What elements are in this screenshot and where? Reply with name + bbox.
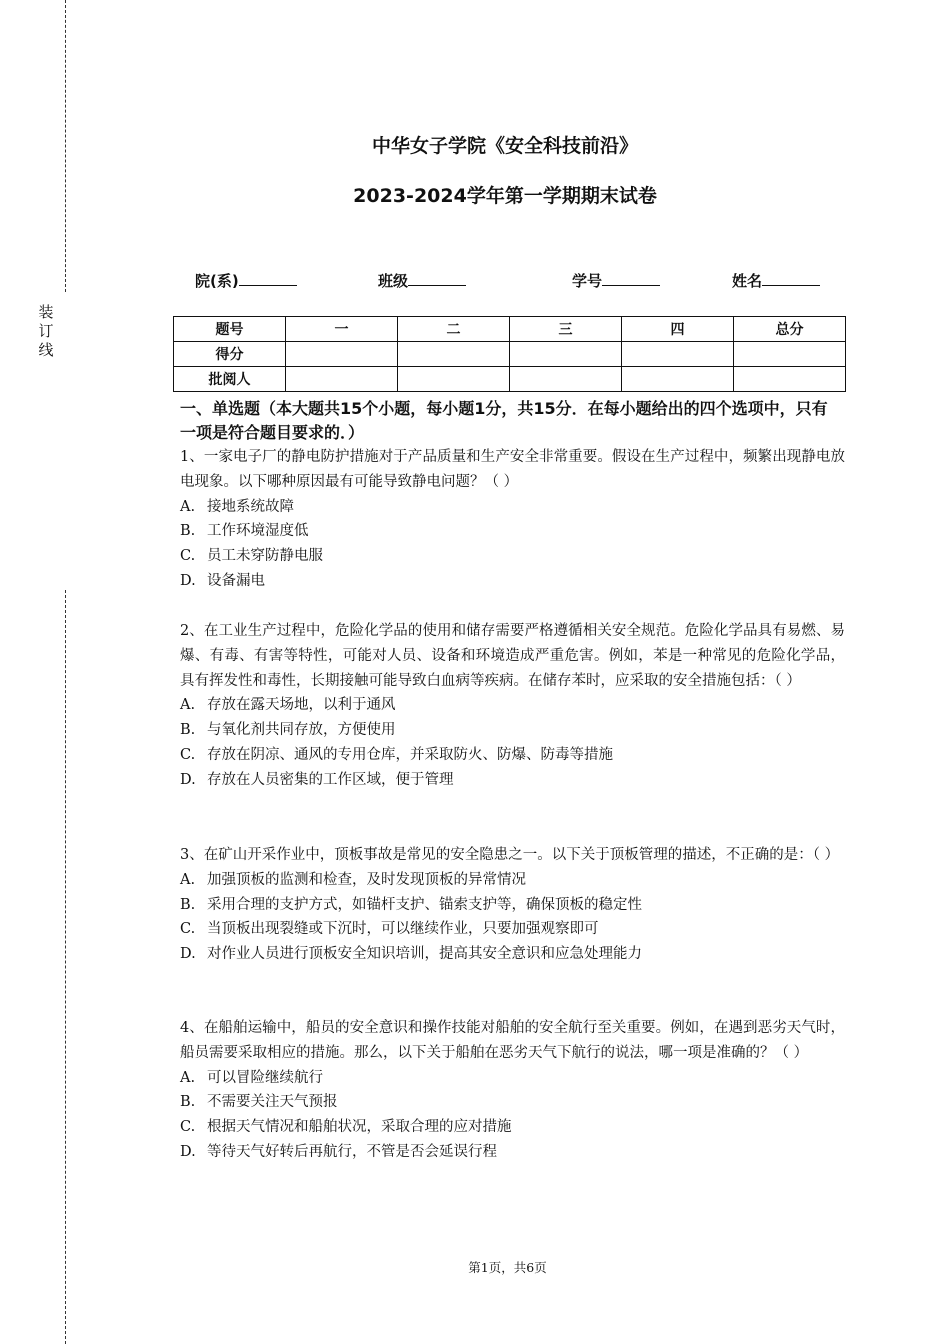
binding-char: 线 xyxy=(38,341,54,359)
option-b[interactable] xyxy=(180,519,845,544)
option-d[interactable] xyxy=(180,768,845,793)
option-text: 存放在阴凉、通风的专用仓库，并采取防火、防爆、防毒等措施 xyxy=(207,746,613,763)
score-table-row xyxy=(174,342,846,367)
field-department xyxy=(195,270,297,291)
score-cell xyxy=(510,342,622,367)
option-a[interactable] xyxy=(180,1066,845,1091)
score-cell xyxy=(622,367,734,392)
option-text: 与氧化剂共同存放，方便使用 xyxy=(207,722,396,739)
option-b[interactable] xyxy=(180,1090,845,1115)
option-a[interactable] xyxy=(180,868,845,893)
option-c[interactable] xyxy=(180,917,845,942)
option-text: 接地系统故障 xyxy=(207,498,294,515)
option-letter: B. xyxy=(180,896,196,913)
option-text: 可以冒险继续航行 xyxy=(207,1069,323,1086)
field-blank[interactable] xyxy=(408,271,466,286)
question-stem: 3、在矿山开采作业中，顶板事故是常见的安全隐患之一。以下关于顶板管理的描述，不正确的是：（ ） xyxy=(180,847,840,863)
field-blank[interactable] xyxy=(762,271,820,286)
score-cell xyxy=(286,367,398,392)
option-text: 不需要关注天气预报 xyxy=(207,1094,338,1111)
score-cell xyxy=(734,342,846,367)
score-cell xyxy=(286,342,398,367)
page-number: 第1页，共6页 xyxy=(468,1260,547,1275)
option-letter: A. xyxy=(180,1069,196,1086)
score-cell xyxy=(510,367,622,392)
option-a[interactable] xyxy=(180,495,845,520)
field-blank[interactable] xyxy=(602,271,660,286)
question-3 xyxy=(180,843,845,967)
score-header-cell: 一 xyxy=(286,317,398,342)
exam-title: 中华女子学院《安全科技前沿》 xyxy=(371,135,638,157)
score-cell xyxy=(622,342,734,367)
field-blank[interactable] xyxy=(239,271,297,286)
question-4 xyxy=(180,1016,845,1165)
option-letter: A. xyxy=(180,498,196,515)
option-letter: C. xyxy=(180,746,196,763)
option-text: 工作环境湿度低 xyxy=(207,523,309,540)
score-row-label: 得分 xyxy=(174,342,286,367)
option-c[interactable] xyxy=(180,743,845,768)
field-label: 姓名 xyxy=(732,272,763,290)
question-2 xyxy=(180,619,845,793)
option-d[interactable] xyxy=(180,1140,845,1165)
option-text: 存放在人员密集的工作区域，便于管理 xyxy=(207,771,454,788)
score-header-cell: 总分 xyxy=(734,317,846,342)
option-letter: D. xyxy=(180,946,196,963)
binding-char: 装 xyxy=(38,303,54,321)
score-cell xyxy=(398,367,510,392)
score-header-cell: 二 xyxy=(398,317,510,342)
question-stem: 1、一家电子厂的静电防护措施对于产品质量和生产安全非常重要。假设在生产过程中，频繁出现静电放电现象。以下哪种原因最有可能导致静电问题？（ ） xyxy=(180,449,845,490)
score-header-cell: 三 xyxy=(510,317,622,342)
binding-char: 订 xyxy=(38,322,54,340)
option-text: 等待天气好转后再航行，不管是否会延误行程 xyxy=(207,1143,497,1160)
field-label: 院(系) xyxy=(195,272,239,290)
option-text: 根据天气情况和船舶状况，采取合理的应对措施 xyxy=(207,1119,512,1136)
option-text: 当顶板出现裂缝或下沉时，可以继续作业，只要加强观察即可 xyxy=(207,921,599,938)
field-class xyxy=(378,270,466,291)
option-letter: D. xyxy=(180,771,196,788)
binding-label xyxy=(38,303,54,360)
option-letter: D. xyxy=(180,572,196,589)
option-text: 加强顶板的监测和检查，及时发现顶板的异常情况 xyxy=(207,871,526,888)
option-letter: C. xyxy=(180,548,196,565)
option-b[interactable] xyxy=(180,893,845,918)
option-letter: B. xyxy=(180,1094,196,1111)
field-label: 班级 xyxy=(378,272,409,290)
score-cell xyxy=(734,367,846,392)
option-a[interactable] xyxy=(180,693,845,718)
score-table-row xyxy=(174,367,846,392)
field-name xyxy=(732,270,820,291)
option-text: 设备漏电 xyxy=(207,572,265,589)
score-header-cell: 题号 xyxy=(174,317,286,342)
option-letter: A. xyxy=(180,871,196,888)
score-cell xyxy=(398,342,510,367)
option-c[interactable] xyxy=(180,1115,845,1140)
field-student-id xyxy=(572,270,660,291)
option-letter: B. xyxy=(180,722,196,739)
option-c[interactable] xyxy=(180,544,845,569)
option-text: 对作业人员进行顶板安全知识培训，提高其安全意识和应急处理能力 xyxy=(207,946,642,963)
option-d[interactable] xyxy=(180,569,845,594)
score-table xyxy=(173,316,846,392)
option-text: 存放在露天场地，以利于通风 xyxy=(207,697,396,714)
exam-subtitle: 2023-2024学年第一学期期末试卷 xyxy=(353,185,657,207)
score-row-label: 批阅人 xyxy=(174,367,286,392)
score-table-header xyxy=(174,317,846,342)
question-1 xyxy=(180,445,845,594)
option-letter: D. xyxy=(180,1143,196,1160)
field-label: 学号 xyxy=(572,272,603,290)
question-stem: 4、在船舶运输中，船员的安全意识和操作技能对船舶的安全航行至关重要。例如，在遇到恶劣天气时，船员需要采取相应的措施。那么，以下关于船舶在恶劣天气下航行的说法，哪一项是准确的？（ ） xyxy=(180,1020,845,1061)
option-b[interactable] xyxy=(180,718,845,743)
score-header-cell: 四 xyxy=(622,317,734,342)
option-text: 员工未穿防静电服 xyxy=(207,548,323,565)
binding-line-bottom xyxy=(65,590,66,1344)
option-letter: C. xyxy=(180,921,196,938)
option-letter: C. xyxy=(180,1119,196,1136)
section-title: 一、单选题（本大题共15个小题，每小题1分，共15分．在每小题给出的四个选项中，只有一项是符合题目要求的．） xyxy=(180,399,828,442)
option-text: 采用合理的支护方式，如锚杆支护、锚索支护等，确保顶板的稳定性 xyxy=(207,896,642,913)
option-letter: B. xyxy=(180,523,196,540)
option-letter: A. xyxy=(180,697,196,714)
option-d[interactable] xyxy=(180,942,845,967)
question-stem: 2、在工业生产过程中，危险化学品的使用和储存需要严格遵循相关安全规范。危险化学品具有易燃、易爆、有毒、有害等特性，可能对人员、设备和环境造成严重危害。例如，苯是一种常见的危险化学品，具有挥发性和毒性，长期接触可能导致白血病等疾病。在储存苯时，应采取的安全措施包括：（ ） xyxy=(180,623,845,689)
